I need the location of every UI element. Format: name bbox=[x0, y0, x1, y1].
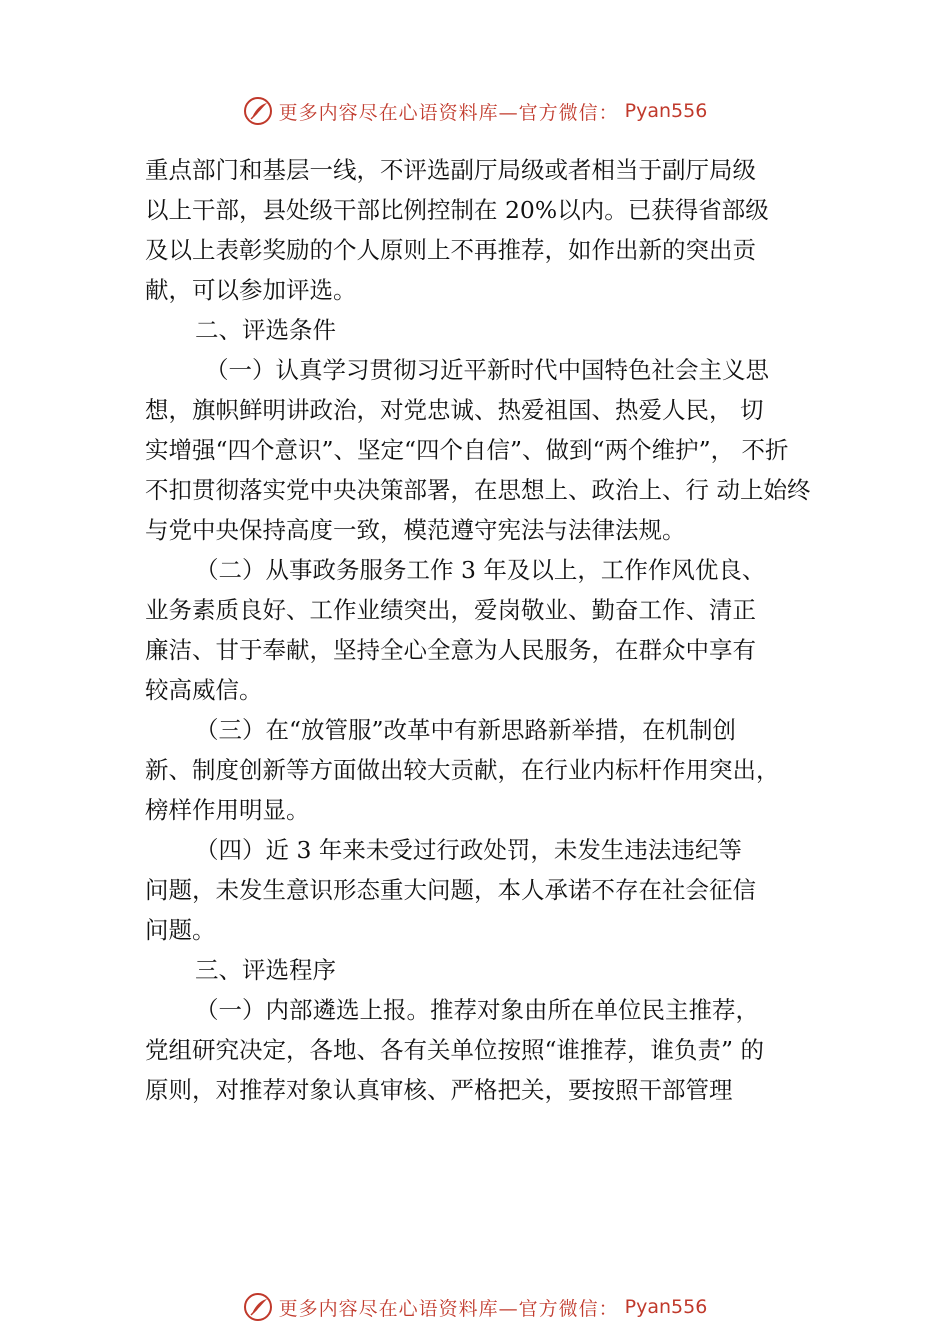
text-line: （二）从事政务服务工作 3 年及以上，工作作风优良、 bbox=[195, 556, 766, 584]
heading-line: 三、评选程序 bbox=[195, 956, 336, 984]
heading-line: 二、评选条件 bbox=[195, 316, 336, 344]
text-line: 以上干部，县处级干部比例控制在 20%以内。已获得省部级 bbox=[145, 196, 769, 224]
paragraph-criterion-3 bbox=[145, 710, 835, 830]
watermark-footer bbox=[0, 1292, 950, 1322]
text-line: （一）认真学习贯彻习近平新时代中国特色社会主义思 bbox=[205, 356, 769, 384]
watermark-text: 更多内容尽在心语资料库—官方微信： bbox=[278, 101, 619, 124]
text-line: 业务素质良好、工作业绩突出，爱岗敬业、勤奋工作、清正 bbox=[145, 596, 756, 624]
paragraph-criterion-1 bbox=[145, 350, 835, 550]
text-line: 献，可以参加评选。 bbox=[145, 276, 357, 304]
text-line: 党组研究决定，各地、各有关单位按照“谁推荐，谁负责” 的 bbox=[145, 1036, 764, 1064]
text-line: 新、制度创新等方面做出较大贡献，在行业内标杆作用突出， bbox=[145, 756, 780, 784]
paragraph-quota bbox=[145, 150, 835, 310]
text-line: 实增强“四个意识”、坚定“四个自信”、做到“两个维护”， 不折 bbox=[145, 436, 789, 464]
text-line: （三）在“放管服”改革中有新思路新举措，在机制创 bbox=[195, 716, 737, 744]
text-line: 重点部门和基层一线，不评选副厅局级或者相当于副厅局级 bbox=[145, 156, 756, 184]
feather-logo-icon bbox=[243, 1292, 273, 1322]
text-line: 不扣贯彻落实党中央决策部署，在思想上、政治上、行 动上始终 bbox=[145, 476, 811, 504]
text-line: 原则，对推荐对象认真审核、严格把关，要按照干部管理 bbox=[145, 1076, 733, 1104]
section-heading-procedure bbox=[145, 950, 835, 990]
watermark-id: Pyan556 bbox=[624, 100, 708, 122]
text-line: 及以上表彰奖励的个人原则上不再推荐，如作出新的突出贡 bbox=[145, 236, 756, 264]
text-line: 想，旗帜鲜明讲政治，对党忠诚、热爱祖国、热爱人民， 切 bbox=[145, 396, 764, 424]
text-line: （一）内部遴选上报。推荐对象由所在单位民主推荐， bbox=[195, 996, 759, 1024]
text-line: 问题，未发生意识形态重大问题，本人承诺不存在社会征信 bbox=[145, 876, 756, 904]
text-line: 廉洁、甘于奉献，坚持全心全意为人民服务，在群众中享有 bbox=[145, 636, 756, 664]
text-line: 问题。 bbox=[145, 916, 216, 944]
text-line: 与党中央保持高度一致，模范遵守宪法与法律法规。 bbox=[145, 516, 686, 544]
paragraph-criterion-2 bbox=[145, 550, 835, 710]
paragraph-procedure-1 bbox=[145, 990, 835, 1110]
text-line: （四）近 3 年来未受过行政处罚，未发生违法违纪等 bbox=[195, 836, 742, 864]
document-body bbox=[145, 150, 835, 1110]
section-heading-criteria bbox=[145, 310, 835, 350]
paragraph-criterion-4 bbox=[145, 830, 835, 950]
text-line: 较高威信。 bbox=[145, 676, 263, 704]
watermark-header bbox=[0, 96, 950, 126]
feather-logo-icon bbox=[243, 96, 273, 126]
watermark-text: 更多内容尽在心语资料库—官方微信： bbox=[278, 1297, 619, 1320]
watermark-id: Pyan556 bbox=[624, 1296, 708, 1318]
text-line: 榜样作用明显。 bbox=[145, 796, 310, 824]
